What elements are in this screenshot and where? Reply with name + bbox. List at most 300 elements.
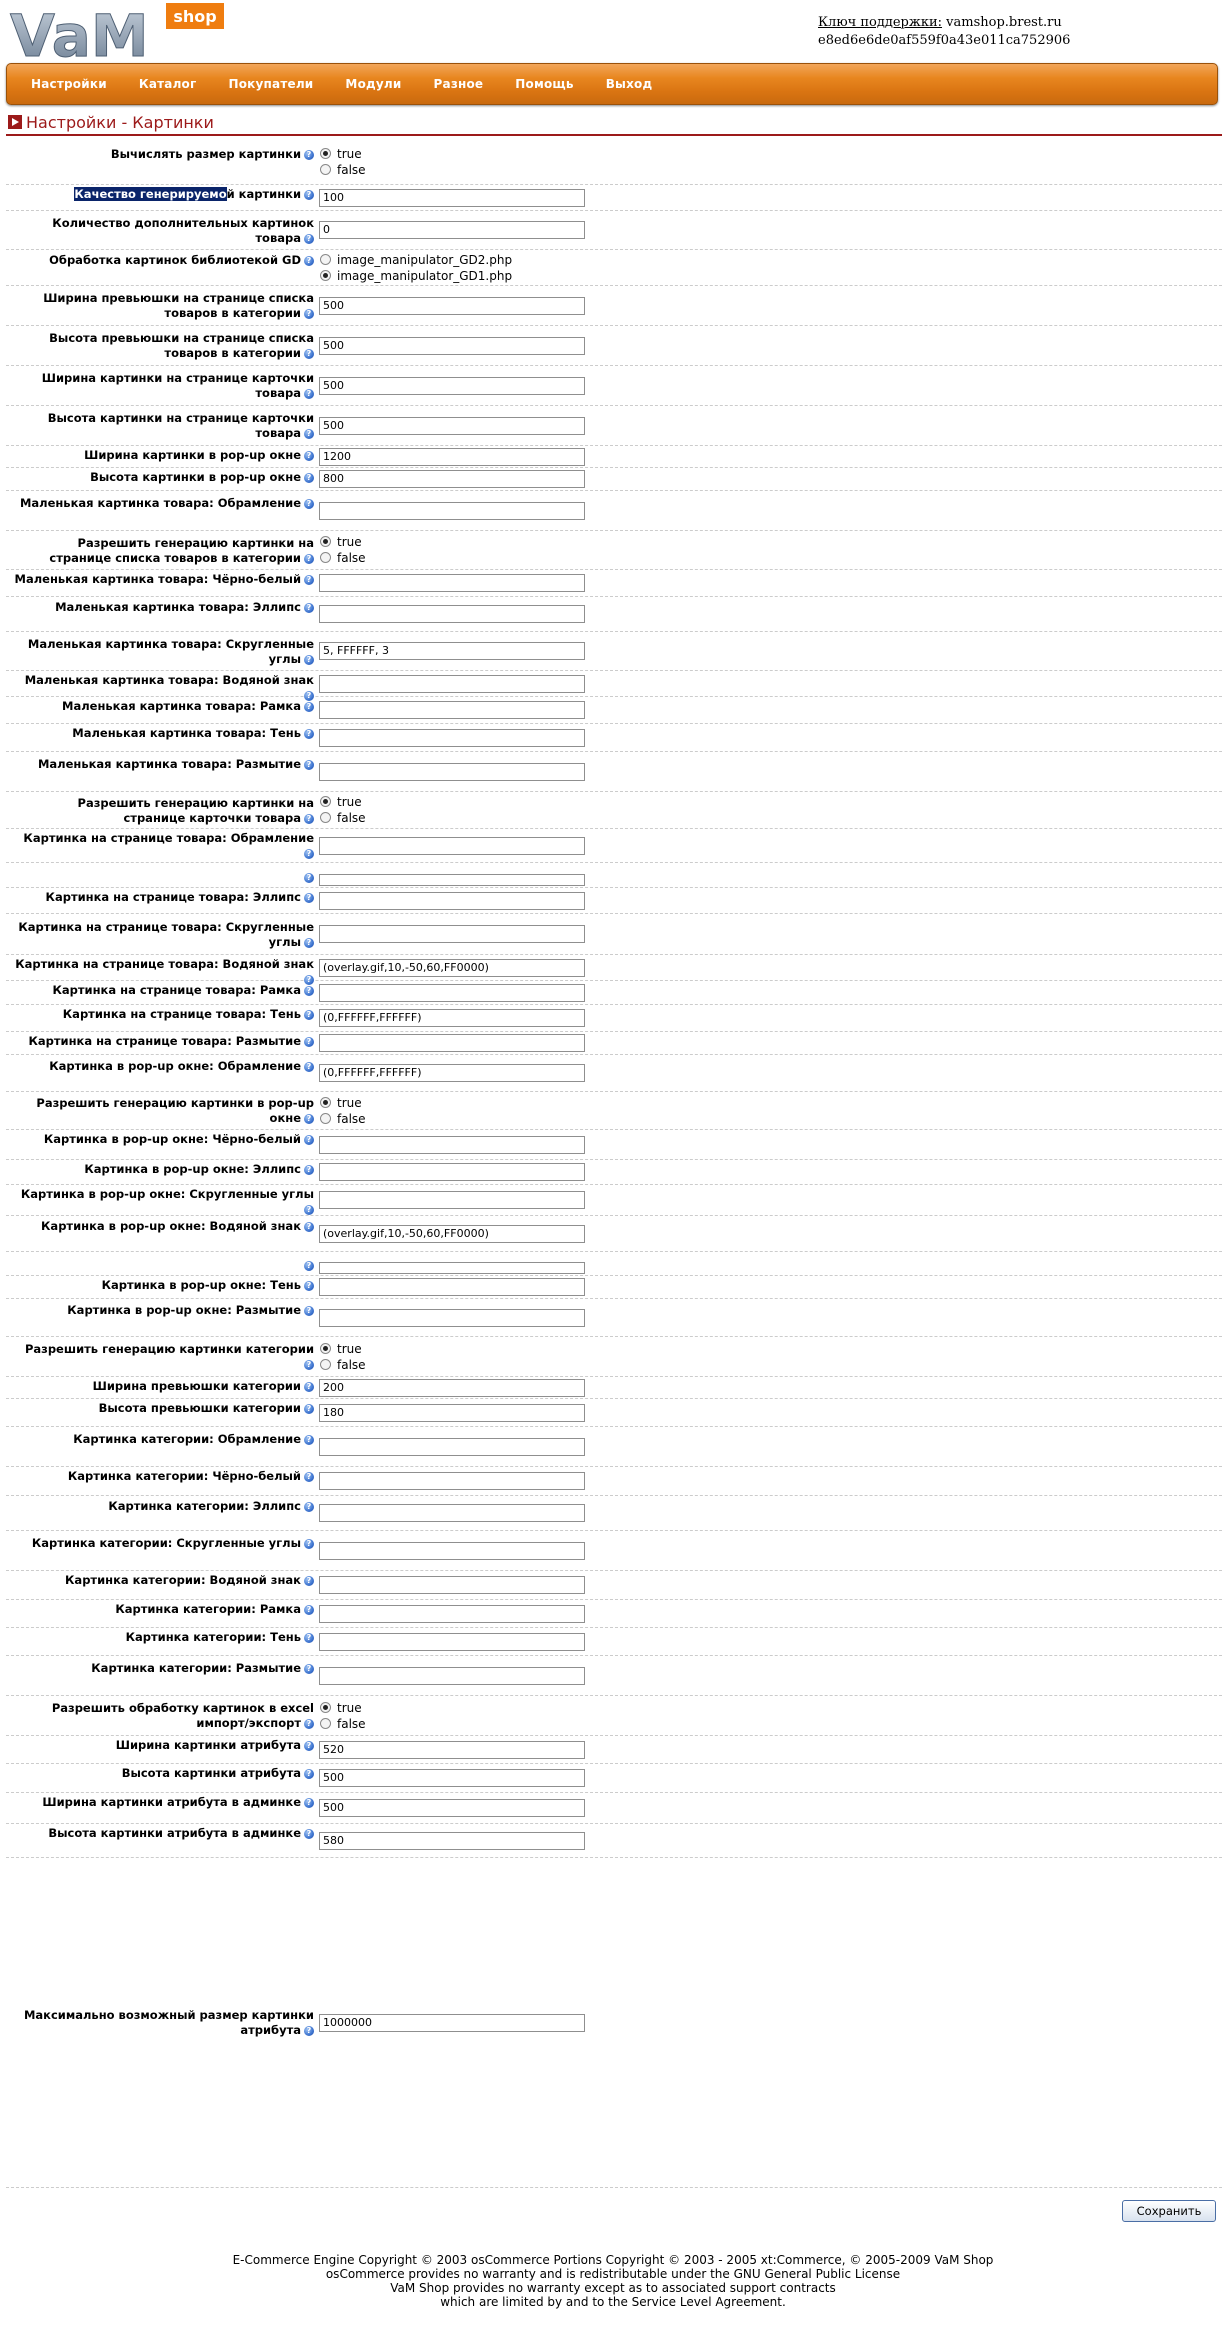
label-text: Картинка на странице товара: Тень [62,1007,301,1021]
setting-input[interactable] [319,837,585,855]
setting-row [6,632,1222,671]
setting-input[interactable]: (overlay.gif,10,-50,60,FF0000) [319,959,585,977]
setting-label [14,470,314,485]
setting-row [6,1427,1222,1467]
setting-input[interactable]: 500 [319,377,585,395]
setting-row [6,211,1222,250]
help-icon[interactable]: ? [304,1719,314,1729]
footer-line: VaM Shop provides no warranty except as to associated support contracts [390,2281,836,2295]
setting-row [6,888,1222,914]
help-icon[interactable]: ? [304,1205,314,1215]
setting-row [6,1216,1222,1252]
label-text: Картинка категории: Эллипс [108,1499,301,1513]
setting-label [14,890,314,905]
help-icon[interactable]: ? [304,1576,314,1586]
nav-item[interactable]: Выход [605,77,653,91]
setting-input[interactable]: 5, FFFFFF, 3 [319,642,585,660]
help-icon[interactable]: ? [304,1281,314,1291]
label-text: Ширина картинки на странице карточки товара [41,371,314,400]
help-icon[interactable]: ? [304,1798,314,1808]
help-icon[interactable]: ? [304,234,314,244]
help-icon[interactable]: ? [304,1165,314,1175]
nav-item[interactable]: Помощь [515,77,574,91]
help-icon[interactable]: ? [304,760,314,770]
setting-label [14,920,314,950]
setting-input[interactable]: 100 [319,189,585,207]
help-icon[interactable]: ? [304,150,314,160]
setting-row [6,1793,1222,1824]
label-text: Картинка в pop-up окне: Тень [101,1278,301,1292]
help-icon[interactable]: ? [304,1135,314,1145]
radio-option[interactable]: image_manipulator_GD1.php [319,268,512,284]
nav-item[interactable]: Каталог [138,77,197,91]
label-text: Максимально возможный размер картинки атрибута [23,2008,314,2037]
setting-label [14,1630,314,1645]
label-text: Картинка на странице товара: Размытие [28,1034,301,1048]
setting-input[interactable] [319,729,585,747]
setting-input[interactable] [319,925,585,943]
setting-input[interactable]: 180 [319,1404,585,1422]
setting-label [14,1219,314,1234]
radio-group [319,534,366,566]
radio-option[interactable]: true [319,1095,366,1111]
setting-row [6,185,1222,211]
help-icon[interactable]: ? [304,938,314,948]
setting-label [14,411,314,441]
setting-row [6,446,1222,468]
setting-row [6,955,1222,984]
setting-label [14,536,314,566]
setting-row [6,1130,1222,1160]
setting-row [6,491,1222,531]
label-text: Картинка в pop-up окне: Водяной знак [41,1219,301,1233]
help-icon[interactable]: ? [304,389,314,399]
setting-row [6,1531,1222,1571]
setting-input[interactable] [319,1309,585,1327]
setting-input[interactable] [319,1278,585,1296]
label-text: Разрешить генерацию картинки категории [24,1342,314,1356]
label-text: Картинка на странице товара: Водяной знак [15,957,314,971]
nav-item[interactable]: Модули [345,77,402,91]
label-text: Разрешить генерацию картинки в pop-up окне [36,1096,314,1125]
help-icon[interactable]: ? [304,1404,314,1414]
radio-option[interactable]: true [319,146,366,162]
setting-row [6,1055,1222,1092]
help-icon[interactable]: ? [304,1502,314,1512]
setting-label [14,1162,314,1177]
setting-row [6,1858,1222,2188]
setting-row [6,531,1222,570]
setting-row [6,1764,1222,1793]
radio-option[interactable]: true [319,1341,366,1357]
setting-row [6,1600,1222,1628]
setting-label [14,187,314,202]
help-icon[interactable]: ? [304,691,314,701]
setting-label [14,216,314,246]
label-text: Картинка категории: Водяной знак [65,1573,301,1587]
setting-label [14,1701,314,1731]
label-text: Картинка в pop-up окне: Эллипс [84,1162,301,1176]
radio-group [319,252,512,284]
label-text: Картинка категории: Размытие [91,1661,301,1675]
setting-row [6,1496,1222,1531]
setting-input[interactable]: 800 [319,470,585,488]
setting-row [6,570,1222,597]
help-icon[interactable]: ? [304,975,314,985]
setting-label [14,1303,314,1318]
radio-group [319,1700,366,1732]
setting-input[interactable] [319,1576,585,1594]
page-header [0,0,1226,60]
label-text: Разрешить обработку картинок в excel импорт/экспорт [51,1701,314,1730]
selected-label-text: Качество генерируемо [74,187,227,201]
setting-label [14,1738,314,1753]
setting-input[interactable]: 200 [319,1379,585,1397]
vamshop-logo[interactable] [8,2,228,60]
footer-line: osCommerce provides no warranty and is redistributable under the GNU General Public License [325,2267,901,2281]
setting-row [6,697,1222,724]
setting-label [14,1573,314,1588]
radio-option[interactable]: false [319,550,366,566]
help-icon[interactable]: ? [304,1261,314,1271]
setting-row [6,671,1222,700]
setting-input[interactable] [319,701,585,719]
setting-input[interactable]: 500 [319,297,585,315]
help-icon[interactable]: ? [304,309,314,319]
setting-row [6,366,1222,406]
label-text: Маленькая картинка товара: Эллипс [55,600,301,614]
setting-input[interactable] [319,1633,585,1651]
setting-input[interactable] [319,502,585,520]
radio-option[interactable]: true [319,794,366,810]
help-icon[interactable]: ? [304,1382,314,1392]
setting-label [14,757,314,772]
setting-input[interactable] [319,1191,585,1209]
label-text: Картинка на странице товара: Обрамление [23,831,314,845]
setting-label [14,983,314,998]
help-icon[interactable]: ? [304,256,314,266]
label-text: Картинка в pop-up окне: Скругленные углы [20,1187,314,1201]
setting-label [14,147,314,162]
setting-input[interactable]: 500 [319,417,585,435]
help-icon[interactable]: ? [304,1633,314,1643]
help-icon[interactable]: ? [304,1010,314,1020]
radio-group [319,794,366,826]
help-icon[interactable]: ? [304,655,314,665]
label-text: Картинка категории: Чёрно-белый [67,1469,301,1483]
radio-option[interactable]: false [319,1111,366,1127]
setting-input[interactable] [319,1136,585,1154]
label-text: Маленькая картинка товара: Чёрно-белый [14,572,301,586]
label-text: Картинка на странице товара: Скругленные углы [18,920,314,949]
nav-item[interactable]: Разное [433,77,484,91]
label-text: Картинка категории: Обрамление [73,1432,301,1446]
help-icon[interactable]: ? [304,1829,314,1839]
page-title-bar [6,113,1222,136]
setting-row [6,863,1222,888]
help-icon[interactable]: ? [304,1062,314,1072]
help-icon[interactable]: ? [304,893,314,903]
label-text: Разрешить генерацию картинки на странице карточки товара [77,796,314,825]
support-key-label[interactable]: Ключ поддержки: [818,15,943,30]
setting-row [6,981,1222,1005]
label-text: Ширина превьюшки категории [92,1379,301,1393]
label-text: Маленькая картинка товара: Обрамление [19,496,301,510]
footer-line: which are limited by and to the Service Level Agreement. [440,2295,786,2309]
setting-label [14,699,314,714]
radio-option[interactable]: image_manipulator_GD2.php [319,252,512,268]
support-key: e8ed6e6de0af559f0a43e011ca752906 [818,33,1071,48]
setting-input[interactable] [319,1438,585,1456]
setting-label [14,1034,314,1049]
setting-label [14,448,314,463]
setting-row [6,829,1222,863]
setting-input[interactable]: 0 [319,221,585,239]
radio-option[interactable]: true [319,534,366,550]
setting-row [6,1824,1222,1858]
setting-label [14,496,314,511]
label-text: Ширина картинки в pop-up окне [84,448,301,462]
label-text: Вычислять размер картинки [110,147,301,161]
radio-group [319,1341,366,1373]
label-text: Картинка на странице товара: Эллипс [45,890,301,904]
setting-row [6,1252,1222,1276]
setting-label [14,253,314,268]
setting-row [6,1185,1222,1216]
setting-input[interactable]: 580 [319,1832,585,1850]
radio-group [319,146,366,178]
radio-group [319,1095,366,1127]
setting-label [14,1096,314,1126]
setting-label [14,1795,314,1810]
nav-item[interactable]: Настройки [31,77,107,91]
radio-option[interactable]: true [319,1700,366,1716]
help-icon[interactable]: ? [304,1769,314,1779]
setting-label [14,1258,314,1273]
setting-row [6,1467,1222,1496]
setting-label [14,371,314,401]
setting-row [6,1571,1222,1600]
setting-label [14,1766,314,1781]
setting-row [6,1005,1222,1032]
setting-label [14,331,314,361]
setting-label [14,831,314,861]
help-icon[interactable]: ? [304,451,314,461]
help-icon[interactable]: ? [304,849,314,859]
label-text: Маленькая картинка товара: Водяной знак [24,673,314,687]
setting-row [6,1736,1222,1764]
setting-label [14,1536,314,1551]
help-icon[interactable]: ? [304,1472,314,1482]
setting-label [14,1661,314,1676]
setting-row [6,1656,1222,1696]
label-text: Высота превьюшки категории [98,1401,301,1415]
setting-input[interactable]: (0,FFFFFF,FFFFFF) [319,1009,585,1027]
logo-badge: shop [173,7,217,26]
help-icon[interactable]: ? [304,473,314,483]
help-icon[interactable]: ? [304,1539,314,1549]
radio-option[interactable]: false [319,1357,366,1373]
setting-row [6,1377,1222,1399]
label-text: Картинка в pop-up окне: Размытие [67,1303,301,1317]
save-button[interactable]: Сохранить [1122,2200,1216,2222]
label-text: Высота картинки в pop-up окне [90,470,301,484]
setting-input[interactable] [319,1163,585,1181]
setting-row [6,250,1222,286]
label-text: Количество дополнительных картинок товара [52,216,314,245]
label-text: Высота превьюшки на странице списка товаров в категории [49,331,314,360]
setting-input[interactable]: 1200 [319,448,585,466]
setting-label [14,1132,314,1147]
setting-input[interactable]: (0,FFFFFF,FFFFFF) [319,1064,585,1082]
label-text: Картинка в pop-up окне: Чёрно-белый [43,1132,301,1146]
support-info [818,14,1070,50]
setting-label [14,870,314,885]
help-icon[interactable]: ? [304,873,314,883]
help-icon[interactable]: ? [304,1037,314,1047]
label-text: Высота картинки на странице карточки товара [47,411,314,440]
setting-row [6,1696,1222,1736]
setting-label [14,1432,314,1447]
setting-label [14,1826,314,1841]
setting-input[interactable] [319,1034,585,1052]
setting-input[interactable] [319,1472,585,1490]
main-nav [6,63,1218,105]
help-icon[interactable]: ? [304,603,314,613]
setting-label [14,1342,314,1372]
help-icon[interactable]: ? [304,429,314,439]
setting-row [6,1337,1222,1377]
footer-line: E-Commerce Engine Copyright © 2003 osCommerce Portions Copyright © 2003 - 2005 xt:Commerce, © 2005-2009 VaM Shop [232,2253,994,2267]
radio-option[interactable]: false [319,1716,366,1732]
label-text: Ширина превьюшки на странице списка товаров в категории [43,291,314,320]
help-icon[interactable]: ? [304,349,314,359]
setting-row [6,1276,1222,1299]
setting-row [6,1032,1222,1055]
help-icon[interactable]: ? [304,190,314,200]
setting-input[interactable] [319,574,585,592]
label-text: Высота картинки атрибута [121,1766,301,1780]
setting-row [6,1299,1222,1337]
help-icon[interactable]: ? [304,1222,314,1232]
setting-label [14,1059,314,1074]
title-arrow-icon [8,115,22,129]
label-text: Картинка категории: Рамка [115,1602,301,1616]
setting-label [14,1379,314,1394]
setting-input[interactable] [319,874,585,886]
setting-row [6,752,1222,792]
help-icon[interactable]: ? [304,814,314,824]
label-text: Маленькая картинка товара: Скругленные углы [27,637,314,666]
setting-label [14,1401,314,1416]
help-icon[interactable]: ? [304,575,314,585]
setting-input[interactable] [319,1504,585,1522]
label-text: Картинка в pop-up окне: Обрамление [49,1059,301,1073]
label-text: Картинка категории: Тень [125,1630,301,1644]
label-text: й картинки [226,187,301,201]
help-icon[interactable]: ? [304,554,314,564]
help-icon[interactable]: ? [304,1360,314,1370]
setting-label [14,1499,314,1514]
label-text: Картинка категории: Скругленные углы [31,1536,301,1550]
page-title: Настройки - Картинки [26,113,214,132]
setting-input[interactable] [319,763,585,781]
radio-option[interactable]: false [319,162,366,178]
label-text: Ширина картинки атрибута [115,1738,301,1752]
help-icon[interactable]: ? [304,1664,314,1674]
help-icon[interactable]: ? [304,729,314,739]
setting-label [14,1187,314,1217]
setting-label [14,796,314,826]
setting-label [14,1278,314,1293]
setting-label [14,1602,314,1617]
setting-input[interactable]: 1000000 [319,2014,585,2032]
setting-input[interactable] [319,892,585,910]
setting-input[interactable] [319,1667,585,1685]
setting-row [6,468,1222,491]
help-icon[interactable]: ? [304,702,314,712]
label-text: Картинка на странице товара: Рамка [52,983,301,997]
setting-row [6,286,1222,326]
setting-label [14,572,314,587]
setting-label [14,726,314,741]
setting-row [6,597,1222,632]
help-icon[interactable]: ? [304,499,314,509]
setting-row [6,326,1222,366]
help-icon[interactable]: ? [304,1114,314,1124]
help-icon[interactable]: ? [304,1741,314,1751]
logo-text: VaM [10,2,149,60]
radio-option[interactable]: false [319,810,366,826]
setting-row [6,914,1222,955]
setting-label [14,637,314,667]
setting-row [6,1399,1222,1427]
help-icon[interactable]: ? [304,2026,314,2036]
help-icon[interactable]: ? [304,986,314,996]
setting-input[interactable]: (overlay.gif,10,-50,60,FF0000) [319,1225,585,1243]
setting-row [6,139,1222,185]
help-icon[interactable]: ? [304,1435,314,1445]
label-text: Маленькая картинка товара: Размытие [37,757,301,771]
setting-input[interactable] [319,605,585,623]
setting-row [6,1628,1222,1656]
setting-input[interactable] [319,1542,585,1560]
footer [0,2253,1226,2309]
setting-input[interactable]: 500 [319,337,585,355]
label-text: Высота картинки атрибута в админке [48,1826,301,1840]
setting-row [6,1092,1222,1130]
setting-row [6,1160,1222,1185]
help-icon[interactable]: ? [304,1605,314,1615]
setting-row [6,792,1222,829]
nav-item[interactable]: Покупатели [228,77,314,91]
setting-input[interactable]: 500 [319,1769,585,1787]
label-text: Маленькая картинка товара: Тень [72,726,301,740]
setting-row [6,406,1222,446]
setting-row [6,724,1222,752]
setting-input[interactable]: 520 [319,1741,585,1759]
setting-input[interactable] [319,675,585,693]
setting-label [14,1469,314,1484]
setting-label [14,600,314,615]
setting-input[interactable]: 500 [319,1799,585,1817]
help-icon[interactable]: ? [304,1306,314,1316]
setting-input[interactable] [319,1605,585,1623]
label-text: Маленькая картинка товара: Рамка [62,699,301,713]
setting-input[interactable] [319,984,585,1002]
support-domain: vamshop.brest.ru [946,15,1062,30]
setting-input[interactable] [319,1262,585,1274]
